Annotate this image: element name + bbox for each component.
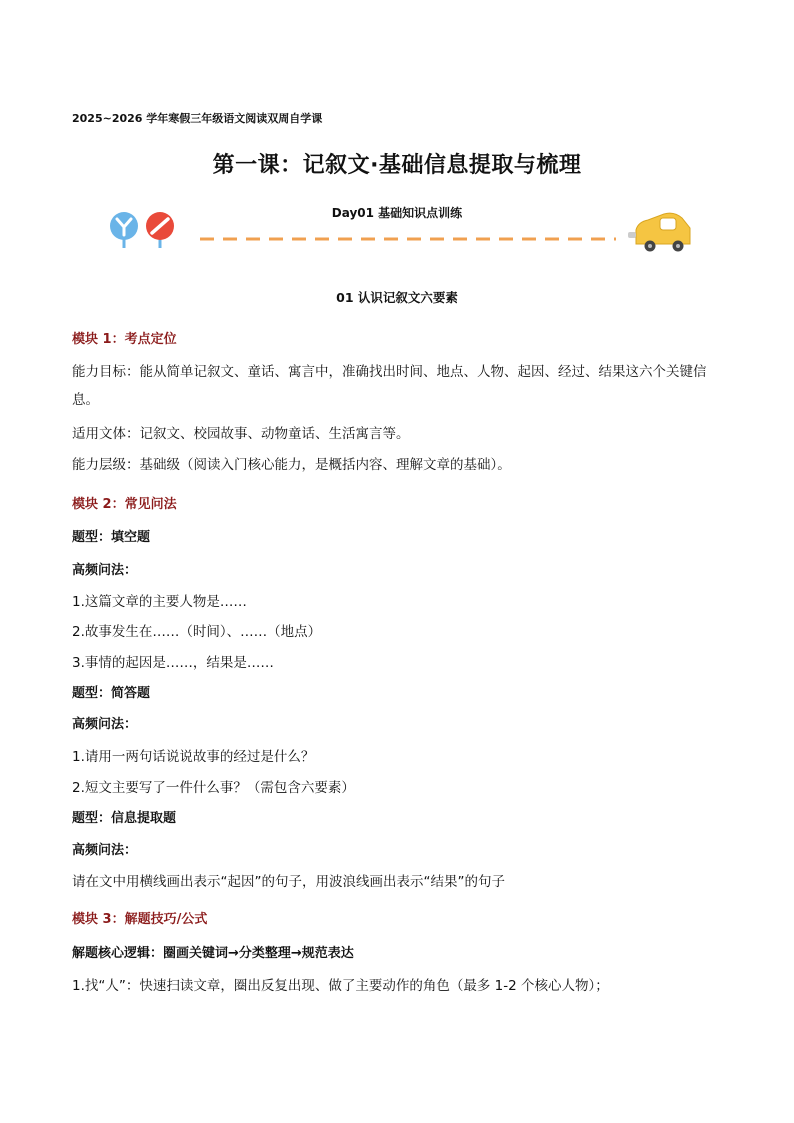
module-1-goal: 能力目标：能从简单记叙文、童话、寓言中，准确找出时间、地点、人物、起因、经过、结果这六个关键信息。: [72, 364, 707, 408]
header-subtitle: 2025~2026 学年寒假三年级语文阅读双周自学课: [72, 112, 323, 125]
module-1-genre: 适用文体：记叙文、校园故事、动物童话、生活寓言等。: [72, 426, 410, 442]
question-1-1: 1.这篇文章的主要人物是……: [72, 594, 247, 610]
question-2-2: 2.短文主要写了一件什么事？（需包含六要素）: [72, 780, 355, 796]
question-type-1: 题型：填空题: [72, 530, 151, 545]
page-title: 第一课：记叙文·基础信息提取与梳理: [212, 153, 582, 178]
step-1: 1.找“人”：快速扫读文章，圈出反复出现、做了主要动作的角色（最多 1-2 个核心人物）；: [72, 978, 609, 994]
question-2-1: 1.请用一两句话说说故事的经过是什么？: [72, 749, 315, 765]
module-2-heading: 模块 2：常见问法: [72, 497, 177, 512]
day-title: Day01 基础知识点训练: [331, 206, 463, 220]
question-type-2: 题型：简答题: [72, 686, 151, 701]
module-1-heading: 模块 1：考点定位: [72, 332, 177, 347]
module-3-heading: 模块 3：解题技巧/公式: [72, 912, 208, 927]
frequent-label-1: 高频问法：: [72, 563, 138, 578]
core-logic: 解题核心逻辑：圈画关键词→分类整理→规范表达: [72, 946, 354, 961]
question-1-3: 3.事情的起因是……，结果是……: [72, 655, 274, 671]
frequent-label-3: 高频问法：: [72, 843, 138, 858]
frequent-label-2: 高频问法：: [72, 717, 138, 732]
question-type-3: 题型：信息提取题: [72, 811, 177, 826]
question-1-2: 2.故事发生在……（时间）、……（地点）: [72, 624, 322, 640]
module-1-level: 能力层级：基础级（阅读入门核心能力，是概括内容、理解文章的基础）。: [72, 457, 511, 473]
question-3-1: 请在文中用横线画出表示“起因”的句子，用波浪线画出表示“结果”的句子: [72, 874, 505, 890]
section-title: 01 认识记叙文六要素: [336, 290, 458, 305]
